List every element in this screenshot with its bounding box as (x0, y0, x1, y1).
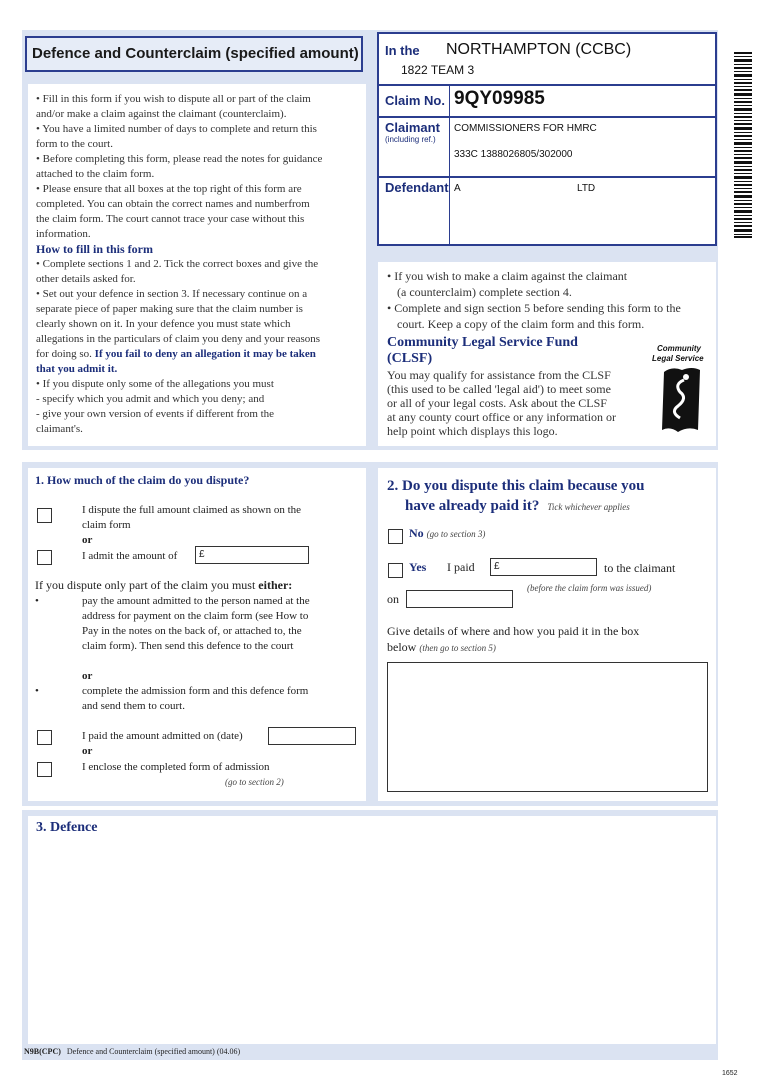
details-line1: Give details of where and how you paid it in the box (387, 624, 640, 638)
instr-line: • Complete sections 1 and 2. Tick the correct boxes and give the (36, 258, 319, 270)
instr-line: form to the court. (36, 138, 113, 150)
b2-line2: and send them to court. (82, 700, 185, 712)
claimant-ref: 333C 1388026805/302000 (454, 149, 573, 160)
section2-title-2: have already paid it? (405, 498, 540, 514)
clsf-body (387, 368, 657, 438)
court-team: 1822 TEAM 3 (401, 63, 475, 77)
either-word: either: (258, 578, 293, 592)
instr-line: separate piece of paper making sure that the claim number is (36, 303, 303, 315)
clsf-line: You may qualify for assistance from the CLSF (387, 368, 611, 382)
below-text: below (387, 640, 417, 654)
paid-date-field[interactable] (268, 727, 356, 745)
paid-admitted-label: I paid the amount admitted on (date) (82, 730, 243, 742)
instr-bold-warning: that you admit it. (36, 363, 118, 375)
clsf-line: or all of your legal costs. Ask about the CLSF (387, 396, 607, 410)
instr-line: • Set out your defence in section 3. If necessary continue on a (36, 288, 308, 300)
defendant-name-a: A (454, 183, 461, 194)
how-to-title: How to fill in this form (36, 242, 153, 256)
admit-amount-label: I admit the amount of (82, 550, 178, 562)
i-paid-label: I paid (447, 560, 475, 574)
community-legal-service-logo-icon (660, 366, 702, 434)
defendant-name-b: LTD (577, 183, 596, 194)
bullet-dot: • (35, 595, 39, 607)
section2-title-line2 (405, 497, 630, 515)
claim-no-value: 9QY09985 (454, 88, 545, 109)
instr-line: - specify which you admit and which you deny; and (36, 393, 265, 405)
instr-line: other details asked for. (36, 273, 136, 285)
cc-line: • Complete and sign section 5 before sending this form to the (387, 301, 681, 315)
instr-line: - give your own version of events if different from the (36, 408, 275, 420)
tick-note: Tick whichever applies (547, 502, 630, 512)
cls-logo-text-2: Legal Service (652, 354, 704, 363)
no-line (409, 526, 485, 542)
clsf-title-1: Community Legal Service Fund (387, 335, 578, 350)
currency-symbol: £ (494, 561, 500, 572)
claimant-name: COMMISSIONERS FOR HMRC (454, 123, 597, 134)
admit-amount-field[interactable] (195, 546, 309, 564)
defendant-label: Defendant (385, 180, 449, 195)
b1-line1: pay the amount admitted to the person named at the (82, 595, 310, 607)
instructions (36, 92, 366, 437)
instr-line: the claim form. The court cannot trace your case without this (36, 213, 305, 225)
divider (379, 84, 715, 86)
section2-title-1: 2. Do you dispute this claim because you (387, 478, 645, 494)
no-goto: (go to section 3) (426, 529, 486, 539)
instr-line: allegations in the particulars of claim you deny and your reasons (36, 333, 321, 345)
page-code: 1652 (722, 1070, 738, 1077)
instr-line: information. (36, 228, 91, 240)
instr-text: for doing so. (36, 348, 92, 360)
cc-text: Complete and sign section 5 before sending this form to the (394, 301, 681, 315)
cls-logo-text-1: Community (657, 344, 701, 353)
instr-line: and/or make a claim against the claimant (counterclaim). (36, 108, 287, 120)
section1-title: 1. How much of the claim do you dispute? (35, 473, 250, 487)
paid-amount-field[interactable] (490, 558, 597, 576)
admit-amount-checkbox[interactable] (37, 550, 52, 565)
form-title: Defence and Counterclaim (specified amount) (32, 45, 359, 62)
claim-no-label: Claim No. (385, 93, 445, 108)
instr-line (36, 347, 366, 362)
instr-line: claimant's. (36, 423, 83, 435)
clsf-title-2: (CLSF) (387, 351, 433, 366)
clsf-line: help point which displays this logo. (387, 424, 558, 438)
cc-line: court. Keep a copy of the claim form and this form. (397, 317, 645, 331)
instr-line: • Fill in this form if you wish to dispute all or part of the claim (36, 93, 311, 105)
or-label: or (82, 745, 93, 757)
goto-section2: (go to section 2) (225, 777, 284, 787)
divider (379, 176, 715, 178)
enclose-admission-checkbox[interactable] (37, 762, 52, 777)
or-label: or (82, 534, 93, 546)
either-intro: If you dispute only part of the claim you must (35, 578, 256, 592)
claimant-divider (449, 118, 450, 176)
in-the-label: In the (385, 43, 420, 58)
instr-line: completed. You can obtain the correct names and numberfrom (36, 198, 310, 210)
barcode-icon (734, 52, 752, 238)
opt1-line2: claim form (82, 519, 131, 531)
to-claimant-label: to the claimant (604, 561, 676, 575)
claim-no-divider (449, 86, 450, 116)
on-label: on (387, 592, 399, 606)
paid-on-date-field[interactable] (406, 590, 513, 608)
cc-line: • If you wish to make a claim against the claimant (387, 269, 628, 283)
cc-line: (a counterclaim) complete section 4. (397, 285, 572, 299)
dispute-full-checkbox[interactable] (37, 508, 52, 523)
no-label: No (409, 526, 424, 540)
yes-label: Yes (409, 560, 427, 574)
section3-title: 3. Defence (36, 820, 98, 835)
instr-line: attached to the claim form. (36, 168, 155, 180)
clsf-line: at any county court office or any information or (387, 410, 617, 424)
court-details-box (377, 32, 717, 246)
paid-admitted-checkbox[interactable] (37, 730, 52, 745)
claimant-label: Claimant (385, 120, 440, 135)
bullet-dot: • (35, 685, 39, 697)
b2-line1: complete the admission form and this defence form (82, 685, 309, 697)
defendant-divider (449, 178, 450, 244)
counterclaim-info (387, 268, 717, 332)
claimant-sublabel: (including ref.) (385, 135, 436, 144)
details-line2 (387, 640, 496, 656)
instr-line: clearly shown on it. In your defence you must state which (36, 318, 291, 330)
already-paid-checkbox[interactable] (388, 563, 403, 578)
not-paid-checkbox[interactable] (388, 529, 403, 544)
enclose-admission-label: I enclose the completed form of admission (82, 761, 270, 773)
payment-details-textarea[interactable] (387, 662, 708, 792)
divider (379, 116, 715, 118)
cc-text: If you wish to make a claim against the claimant (394, 269, 628, 283)
b1-line4: claim form). Then send this defence to the court (82, 640, 294, 652)
either-intro-line (35, 578, 292, 593)
before-note: (before the claim form was issued) (527, 583, 652, 593)
form-title-box (25, 36, 363, 72)
instr-line: • If you dispute only some of the allegations you must (36, 378, 274, 390)
court-name: NORTHAMPTON (CCBC) (446, 41, 632, 58)
b1-line3: Pay in the notes on the back of, or attached to, the (82, 625, 302, 637)
instr-bold-warning: If you fail to deny an allegation it may be taken (94, 348, 316, 360)
footer-line (24, 1047, 240, 1056)
or-label: or (82, 670, 93, 682)
clsf-line: (this used to be called 'legal aid') to meet some (387, 382, 611, 396)
form-code: N9B(CPC) (24, 1047, 61, 1056)
instr-line: • You have a limited number of days to complete and return this (36, 123, 317, 135)
b1-line2: address for payment on the claim form (see How to (82, 610, 309, 622)
instr-line: • Please ensure that all boxes at the top right of this form are (36, 183, 302, 195)
defence-text-area[interactable] (36, 842, 708, 1038)
details-goto: (then go to section 5) (419, 643, 496, 653)
currency-symbol: £ (199, 549, 205, 560)
instr-line: • Before completing this form, please read the notes for guidance (36, 153, 323, 165)
form-name: Defence and Counterclaim (specified amount) (04.06) (66, 1047, 241, 1056)
opt1-line1: I dispute the full amount claimed as shown on the (82, 504, 302, 516)
